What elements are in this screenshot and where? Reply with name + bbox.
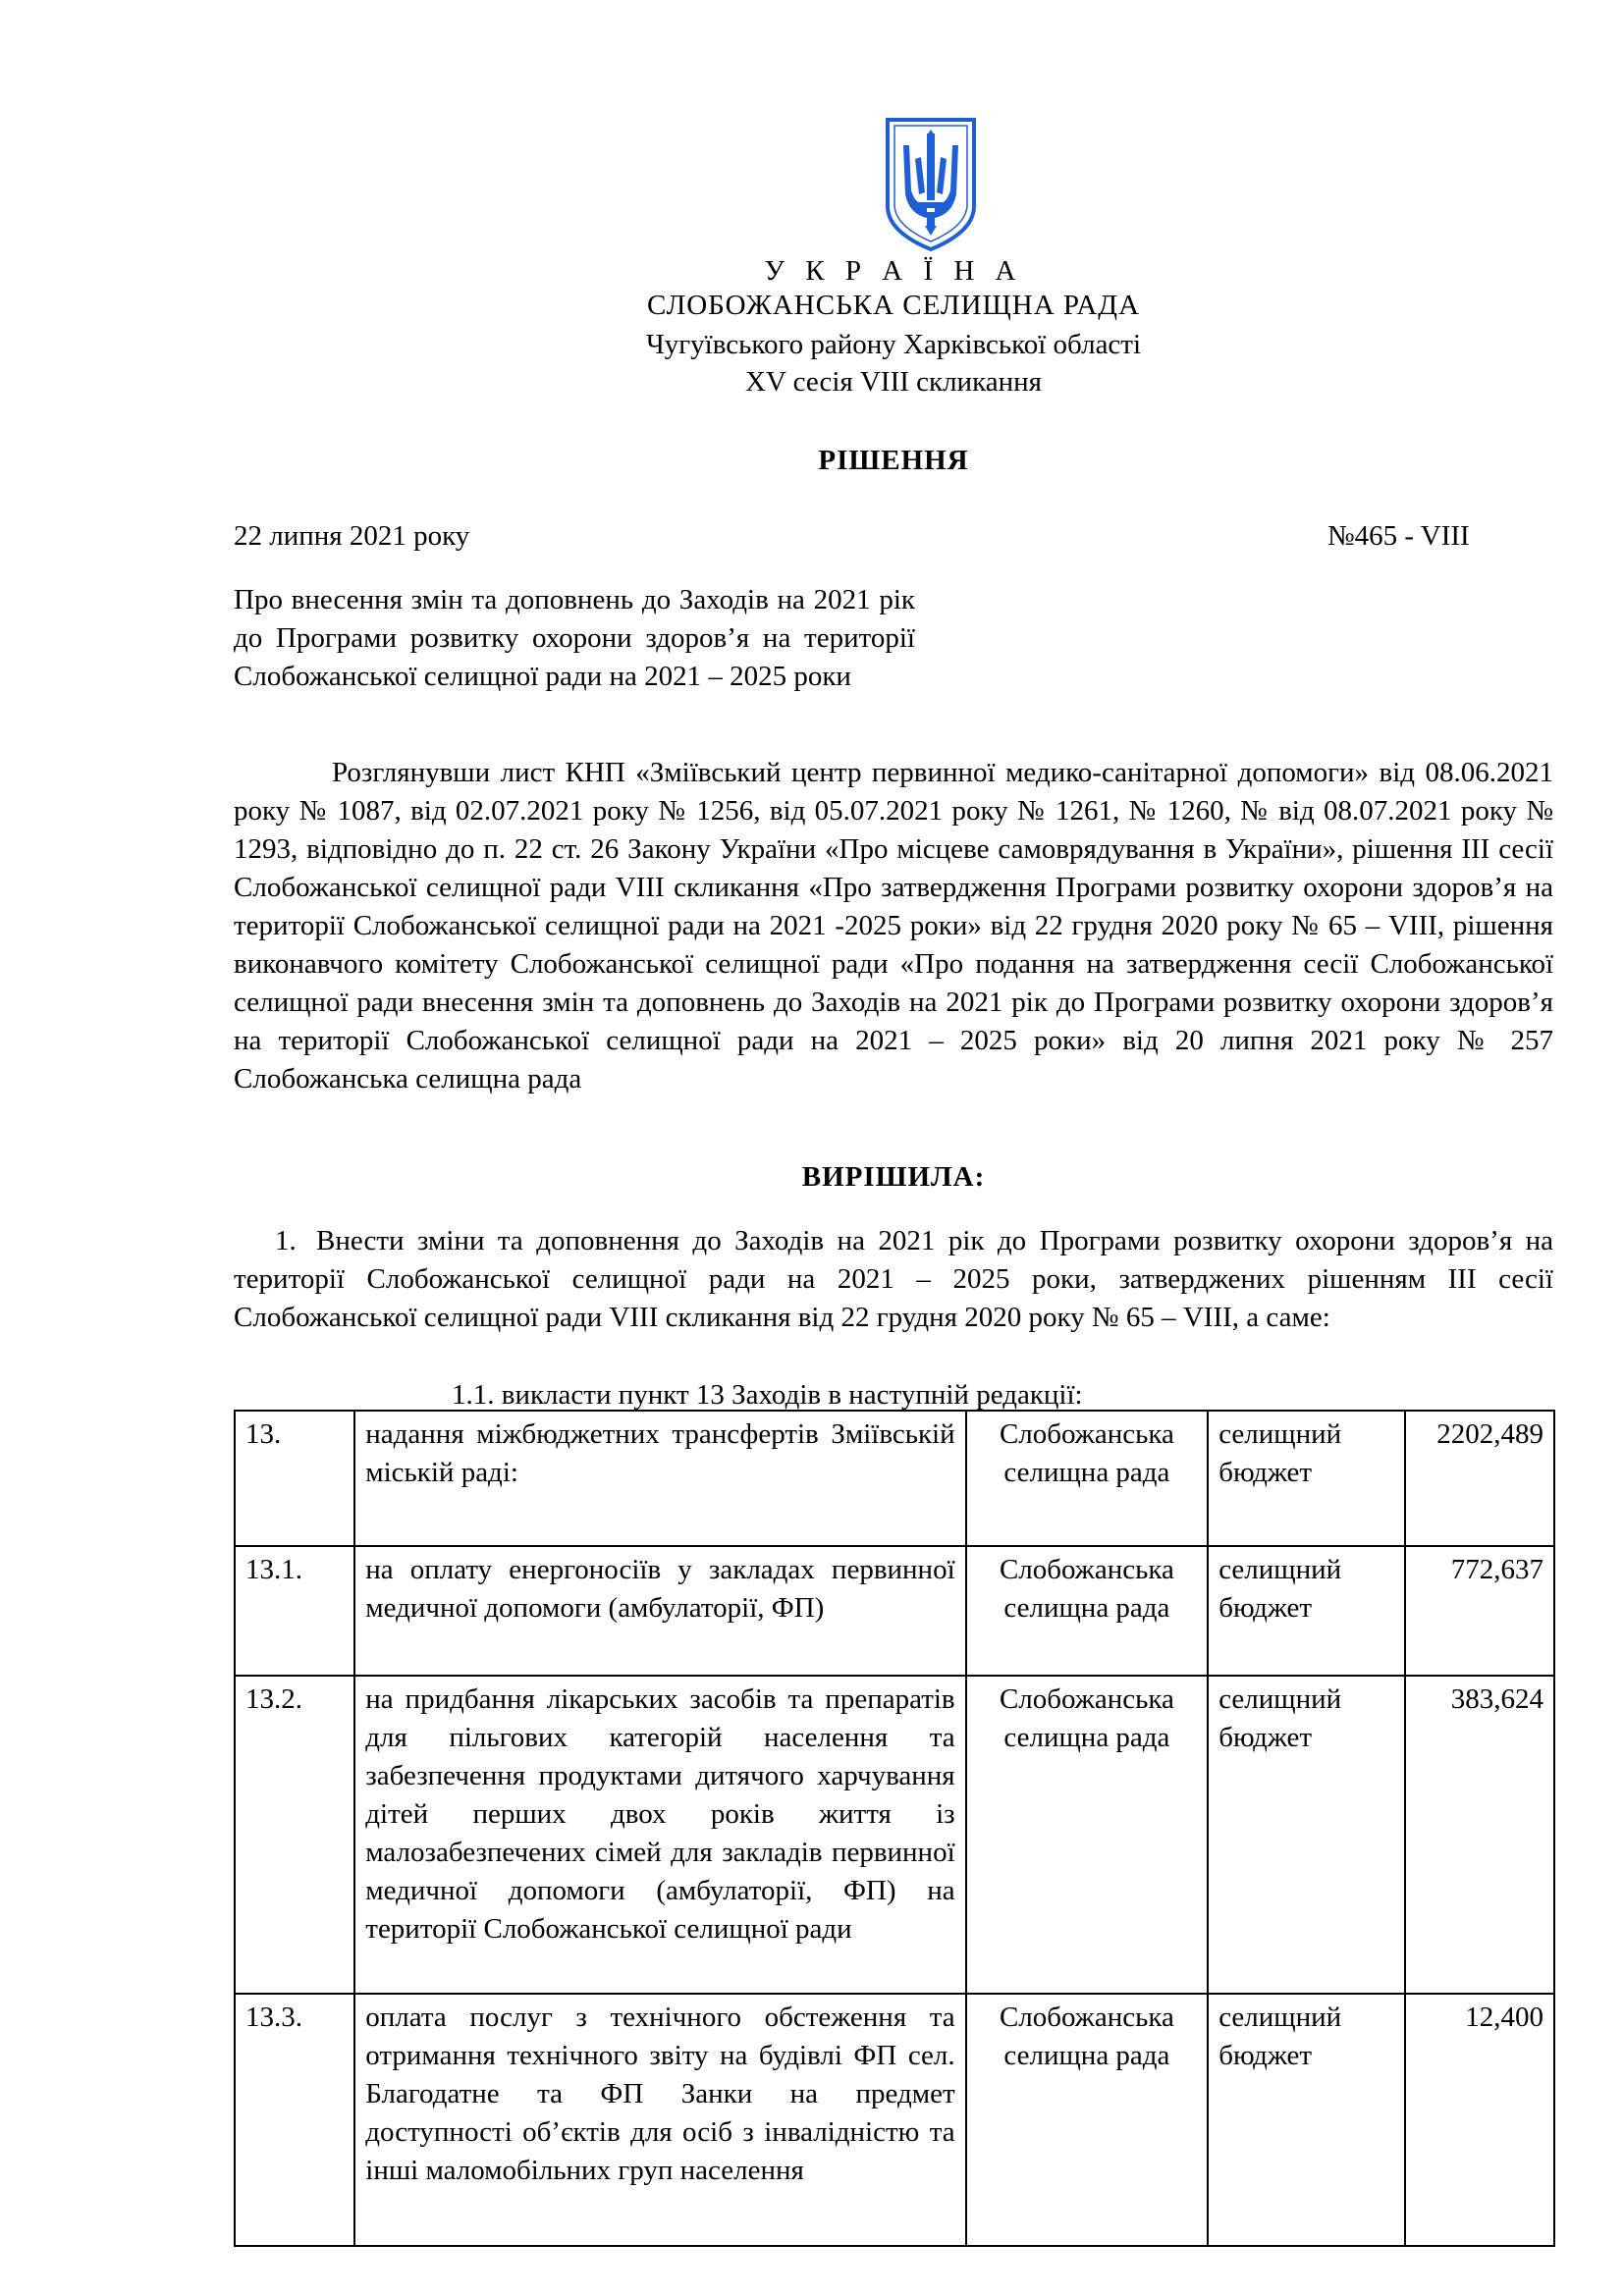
- preamble-paragraph: [234, 754, 1553, 1098]
- decision-date: 22 липня 2021 року: [234, 520, 470, 552]
- header-session: XV сесія VIII скликання: [745, 366, 1042, 398]
- row-amount: 772,637: [1405, 1546, 1554, 1676]
- row-amount: 12,400: [1405, 1994, 1554, 2246]
- row-executor: Слобожанська селищна рада: [966, 1994, 1209, 2246]
- row-number: 13.3.: [235, 1994, 354, 2246]
- header-council: СЛОБОЖАНСЬКА СЕЛИЩНА РАДА: [646, 290, 1141, 321]
- row-funding-source: селищний бюджет: [1208, 1546, 1404, 1676]
- row-number: 13.: [235, 1411, 354, 1546]
- row-measure: на оплату енергоносіїв у закладах первинної медичної допомоги (амбулаторії, ФП): [354, 1546, 965, 1676]
- row-executor: Слобожанська селищна рада: [966, 1546, 1209, 1676]
- row-executor: Слобожанська селищна рада: [966, 1411, 1209, 1546]
- decision-subject: Про внесення змін та доповнень до Заходів на 2021 рік до Програми розвитку охорони здоров’я на території Слобожанської селищної ради на 2021 – 2025 роки: [234, 584, 915, 692]
- document-type-title: РІШЕННЯ: [818, 445, 969, 476]
- resolved-heading: ВИРІШИЛА:: [801, 1161, 986, 1193]
- header-country: У К Р А Ї Н А: [764, 255, 1023, 287]
- subitem-1-1: 1.1. викласти пункт 13 Заходів в наступній редакції:: [452, 1379, 1083, 1411]
- row-measure: оплата послуг з технічного обстеження та отримання технічного звіту на будівлі ФП сел. Благодатне та ФП Занки на предмет доступності об’єктів для осіб з інвалідністю та інші маломобільних груп населення: [354, 1994, 965, 2246]
- row-measure: на придбання лікарських засобів та препаратів для пільгових категорій населення та забезпечення продуктами дитячого харчування дітей перших двох років життя із малозабезпечених сімей для закладів первинної медичної допомоги (амбулаторії, ФП) на території Слобожанської селищної ради: [354, 1676, 965, 1994]
- row-amount: 383,624: [1405, 1676, 1554, 1994]
- row-funding-source: селищний бюджет: [1208, 1411, 1404, 1546]
- table-row: [235, 1546, 1554, 1676]
- row-measure: надання міжбюджетних трансфертів Зміївській міській раді:: [354, 1411, 965, 1546]
- decision-item-1: [234, 1222, 1553, 1337]
- decision-number: №465 - VIII: [1327, 520, 1470, 552]
- row-number: 13.2.: [235, 1676, 354, 1994]
- header-district: Чугуївського району Харківської області: [645, 329, 1142, 360]
- row-funding-source: селищний бюджет: [1208, 1676, 1404, 1994]
- table-row: [235, 1994, 1554, 2246]
- measures-table: [234, 1410, 1555, 2247]
- row-funding-source: селищний бюджет: [1208, 1994, 1404, 2246]
- row-executor: Слобожанська селищна рада: [966, 1676, 1209, 1994]
- item-1-text: Внести зміни та доповнення до Заходів на 2021 рік до Програми розвитку охорони здоров’я на території Слобожанської селищної ради на 2021 – 2025 роки, затверджених рішенням ІІІ сесії Слобожанської селищної ради VIII скликання від 22 грудня 2020 року № 65 – VIII, а саме:: [234, 1225, 1553, 1333]
- row-number: 13.1.: [235, 1546, 354, 1676]
- item-1-number: 1.: [275, 1225, 297, 1256]
- table-row: [235, 1411, 1554, 1546]
- preamble-text: Розглянувши лист КНП «Зміївський центр первинної медико-санітарної допомоги» від 08.06.2021 року № 1087, від 02.07.2021 року № 1256, від 05.07.2021 року № 1261, № 1260, № від 08.07.2021 року № 1293, відповідно до п. 22 ст. 26 Закону України «Про місцеве самоврядування в України», рішення ІІІ сесії Слобожанської селищної ради VIII скликання «Про затвердження Програми розвитку охорони здоров’я на території Слобожанської селищної ради на 2021 -2025 роки» від 22 грудня 2020 року № 65 – VIII, рішення виконавчого комітету Слобожанської селищної ради «Про подання на затвердження сесії Слобожанської селищної ради внесення змін та доповнень до Заходів на 2021 рік до Програми розвитку охорони здоров’я на території Слобожанської селищної ради на 2021 – 2025 роки» від 20 липня 2021 року № 257 Слобожанська селищна рада: [234, 757, 1553, 1095]
- table-row: [235, 1676, 1554, 1994]
- row-amount: 2202,489: [1405, 1411, 1554, 1546]
- ukraine-trident-icon: [882, 116, 980, 253]
